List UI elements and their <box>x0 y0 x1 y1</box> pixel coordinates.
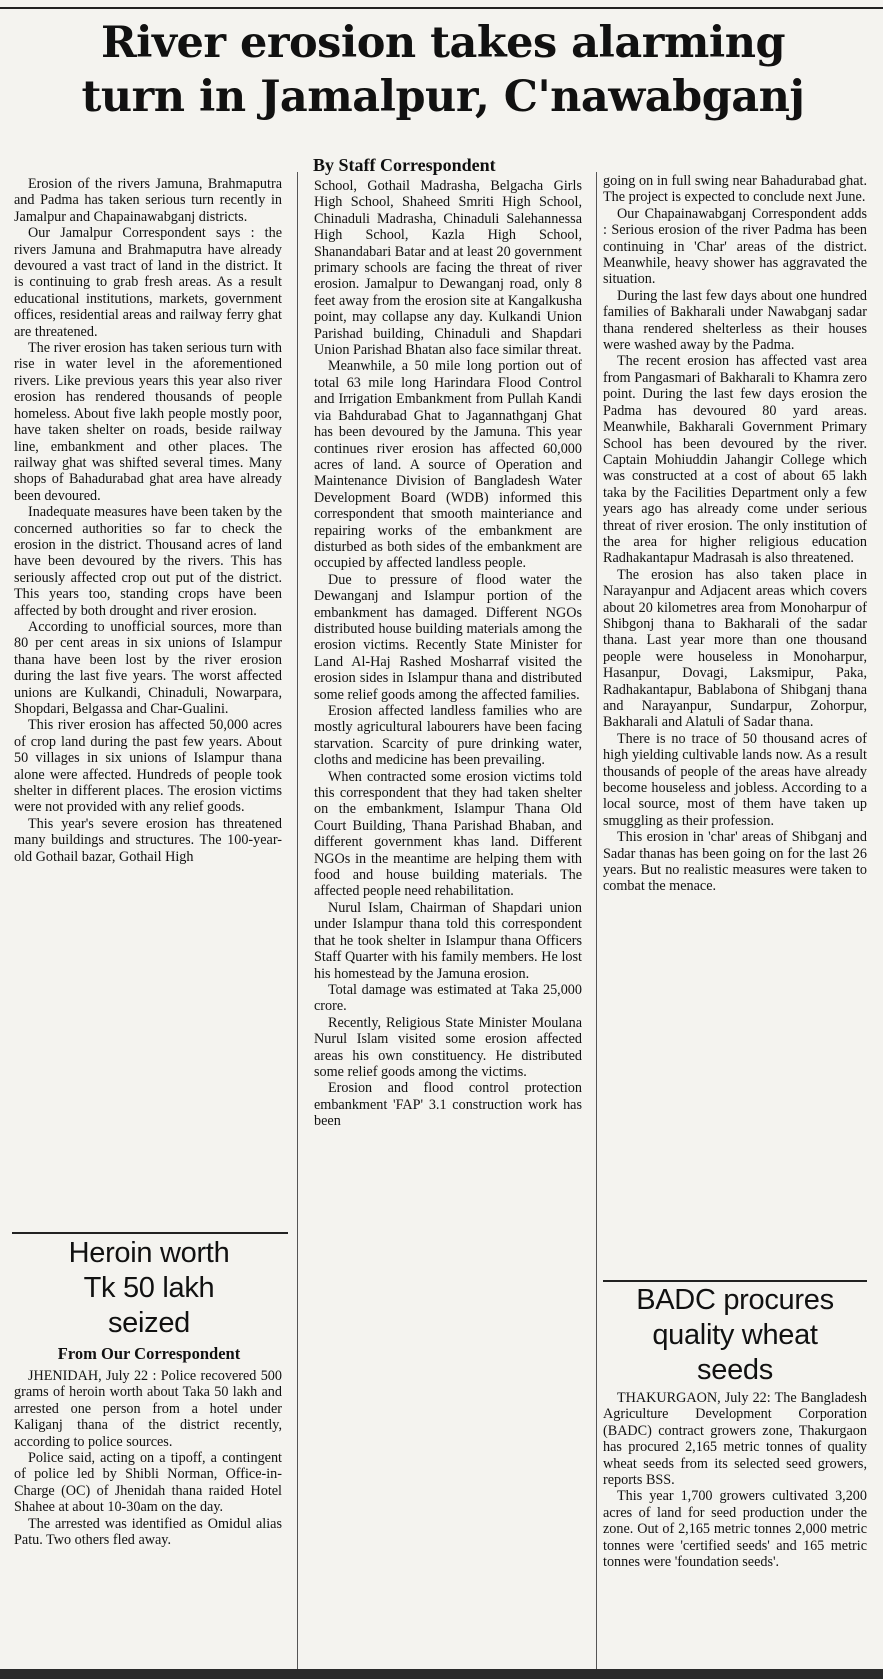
paragraph: This year's severe erosion has threatened many buildings and structures. The 100-year-old Gothail bazar, Gothail High <box>14 815 282 865</box>
paragraph: The erosion has also taken place in Narayanpur and Adjacent areas which covers about 20 kilometres area from Monoharpur of Shibgonj thana to Bakharali of the sadar thana. Last year more than one thousand people were houseless in Monoharpur, Hasanpur, Dovagi, Laksmipur, Paka, Radhakantapur, Bablabona of Shibganj thana and Narayanpur, Sundarpur, Zohorpur, Bakharali and Alatuli of Sadar thana. <box>603 566 867 731</box>
heroin-story-body <box>14 1368 282 1668</box>
paragraph: During the last few days about one hundred families of Bakharali under Nawabganj sadar thana rendered shelterless as their houses were washed away by the Padma. <box>603 287 867 354</box>
paragraph: This erosion in 'char' areas of Shibganj and Sadar thanas has been going on for the last 26 years. But no realistic measures were taken to combat the menace. <box>603 829 867 895</box>
paragraph: The recent erosion has affected vast area from Pangasmari of Bakharali to Khamra zero point. During the last few days erosion the Padma has devoured 80 yard areas. Meanwhile, Bakharali Government Primary School has been devoured by the river. Captain Mohiuddin Jahangir College which was constructed at a cost of about 65 lakh taka by the Facilities Department only a few years ago has already come under serious threat of river erosion. The only institution of the area for higher religious education Radhakantapur Madrasah is also threatened. <box>603 353 867 567</box>
column-divider <box>596 172 597 1672</box>
badc-story-title <box>600 1283 870 1388</box>
paragraph: Nurul Islam, Chairman of Shapdari union under Islampur thana told this correspondent that he took shelter in Islampur thana Officers Staff Quarter with his family members. He lost his homestead by the Jamuna erosion. <box>314 899 582 982</box>
paragraph: When contracted some erosion victims told this correspondent that they had taken shelter on the embankment, Islampur Thana Old Court Building, Thana Parishad Bhaban, and different government khas land. Different NGOs in the meantime are helping them with food and house building materials. The affected people need rehabilitation. <box>314 768 582 900</box>
paragraph: Due to pressure of flood water the Dewanganj and Islampur portion of the embankment has damaged. Different NGOs distributed house building materials among the erosion victims. Recently State Minister for Land Al-Haj Rashed Mosharraf visited the erosion sides in Islampur thana and distributed some relief goods among the affected families. <box>314 571 582 703</box>
badc-title-line-2: quality wheat <box>652 1319 818 1351</box>
paragraph: Recently, Religious State Minister Moulana Nurul Islam visited some erosion affected areas his own constituency. He distributed some relief goods among the victims. <box>314 1014 582 1080</box>
headline-line-1: River erosion takes alarming <box>100 18 786 68</box>
heroin-title-line-1: Heroin worth <box>68 1237 230 1269</box>
paragraph: The river erosion has taken serious turn with rise in water level in the aforementioned rivers. Like previous years this year also river erosion has rendered thousands of people homeless. About five lakh people mostly poor, have taken shelter on roads, beside railway line, embankment and other places. The railway ghat was shifted several times. Many shops of Bahadurabad ghat area have already been devoured. <box>14 340 282 504</box>
headline <box>18 16 868 124</box>
story-separator <box>12 1232 288 1234</box>
paragraph-continued: School, Gothail Madrasha, Belgacha Girls High School, Shaheed Smriti High School, Chinaduli Madrasha, Chinaduli Salehannessa High School, Kazla High School, Shanandabari Batar and at least 20 government primary schools are facing the threat of river erosion. Jamalpur to Dewanganj road, only 8 feet away from the erosion site at Kangalkusha point, may collapse any day. Kulkandi Union Parishad building, Chinaduli and Shapdari Union Parishad Bhatan also face similar threat. <box>314 178 582 359</box>
heroin-title-line-3: seized <box>107 1307 191 1339</box>
heroin-story-byline: From Our Correspondent <box>57 1344 241 1363</box>
paragraph: Our Chapainawabganj Correspondent adds : Serious erosion of the river Padma has been continuing in 'Char' areas of the district. Meanwhile, heavy shower has aggravated the situation. <box>603 205 867 288</box>
bottom-edge-band <box>0 1669 883 1679</box>
paragraph: Total damage was estimated at Taka 25,000 crore. <box>314 981 582 1015</box>
story-separator <box>603 1280 867 1282</box>
badc-title-line-3: seeds <box>697 1354 773 1386</box>
badc-title-line-1: BADC procures <box>636 1284 834 1316</box>
badc-story-body <box>603 1390 867 1670</box>
paragraph-continued: going on in full swing near Bahadurabad ghat. The project is expected to conclude next June. <box>603 173 867 206</box>
paragraph: Police said, acting on a tipoff, a contingent of police led by Shibli Norman, Office-in-Charge (OC) of Jhenidah thana raided Hotel Shahee at about 10-30am on the day. <box>14 1450 282 1516</box>
headline-line-2: turn in Jamalpur, C'nawabganj <box>81 72 805 122</box>
main-story-column-3 <box>603 173 867 1275</box>
paragraph: This river erosion has affected 50,000 acres of crop land during the past few years. About 50 villages in six unions of Islampur thana alone were affected. Hundreds of people took shelter in different places. The erosion victims were not provided with any relief goods. <box>14 717 282 816</box>
column-divider <box>297 172 298 1672</box>
paragraph: JHENIDAH, July 22 : Police recovered 500 grams of heroin worth about Taka 50 lakh and arrested one person from a hotel under Kaliganj thana of the district recently, according to police sources. <box>14 1368 282 1450</box>
heroin-story-title <box>14 1236 284 1341</box>
paragraph: Erosion affected landless families who are mostly agricultural labourers have been facing starvation. Scarcity of pure drinking water, cloths and medicine has been prevailing. <box>314 703 582 769</box>
paragraph: Erosion and flood control protection embankment 'FAP' 3.1 construction work has been <box>314 1080 582 1130</box>
main-story-column-1 <box>14 176 282 1228</box>
paragraph: The arrested was identified as Omidul alias Patu. Two others fled away. <box>14 1515 282 1549</box>
clipped-top-text <box>0 0 883 7</box>
heroin-title-line-2: Tk 50 lakh <box>83 1272 215 1304</box>
paragraph: This year 1,700 growers cultivated 3,200 acres of land for seed production under the zone. Out of 2,165 metric tonnes 2,000 metric tonnes were 'certified seeds' and 165 metric tonnes were 'foundation seeds'. <box>603 1488 867 1571</box>
paragraph: THAKURGAON, July 22: The Bangladesh Agriculture Development Corporation (BADC) contract growers zone, Thakurgaon has procured 2,165 metric tonnes of quality wheat seeds from its selected seed growers, reports BSS. <box>603 1390 867 1489</box>
paragraph: There is no trace of 50 thousand acres of high yielding cultivable lands now. As a result thousands of people of the areas have already become houseless and jobless. According to a local source, most of them have taken up smuggling as their profession. <box>603 730 867 829</box>
paragraph: Erosion of the rivers Jamuna, Brahmaputra and Padma has taken serious turn recently in Jamalpur and Chapainawabganj districts. <box>14 176 282 225</box>
paragraph: Inadequate measures have been taken by the concerned authorities so far to check the erosion in the district. Thousand acres of land have been devoured by the rivers. This has seriously affected crop out put of the district. This years too, standing crops have been affected by both drought and river erosion. <box>14 504 282 619</box>
paragraph: According to unofficial sources, more than 80 per cent areas in six unions of Islampur thana have been lost by the river erosion during the last five years. The worst affected unions are Kulkandi, Chinaduli, Nowarpara, Shopdari, Belgassa and Char-Gualini. <box>14 618 282 717</box>
main-story-column-2 <box>314 178 582 1662</box>
byline: By Staff Correspondent <box>313 155 496 175</box>
paragraph: Our Jamalpur Correspondent says : the rivers Jamuna and Brahmaputra have already devoured a vast tract of land in the district. It is continuing to grab fresh areas. As a result educational institutions, markets, government offices, residential areas and railway ferry ghat are threatened. <box>14 225 282 340</box>
paragraph: Meanwhile, a 50 mile long portion out of total 63 mile long Harindara Flood Control and Irrigation Embankment from Pullah Kandi via Bahdurabad Ghat to Jagannathganj Ghat has been devoured by the Jamuna. This year continues river erosion has affected 60,000 acres of land. A source of Operation and Maintenance Division of Bangladesh Water Development Board (WDB) informed this correspondent that smooth mainteriance and repairing works of the embankment are disturbed as both sides of the embankment are occupied by affected landless people. <box>314 358 582 572</box>
top-rule <box>0 7 883 9</box>
